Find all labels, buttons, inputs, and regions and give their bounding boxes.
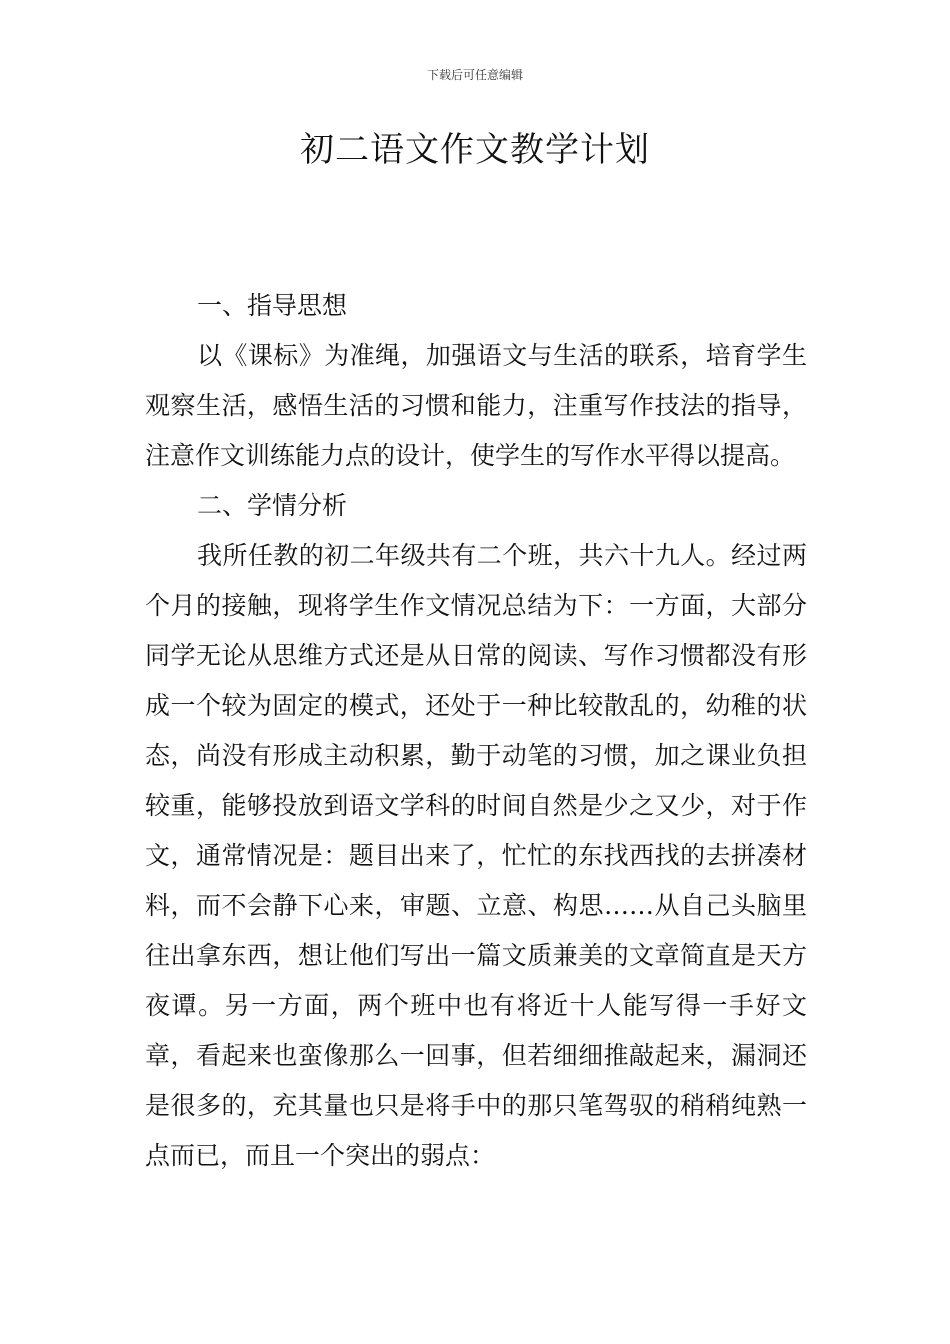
section-heading-guiding-ideology: 一、指导思想 [197,291,348,320]
document-title: 初二语文作文教学计划 [300,130,650,170]
section-heading-student-analysis: 二、学情分析 [197,491,348,520]
section-paragraph-guiding-ideology: 以《课标》为准绳，加强语文与生活的联系，培育学生观察生活，感悟生活的习惯和能力，注重写作技法的指导，注意作文训练能力点的设计，使学生的写作水平得以提高。 [145,341,807,470]
section-paragraph-student-analysis: 我所任教的初二年级共有二个班，共六十九人。经过两个月的接触，现将学生作文情况总结为下：一方面，大部分同学无论从思维方式还是从日常的阅读、写作习惯都没有形成一个较为固定的模式，还处于一种比较散乱的，幼稚的状态，尚没有形成主动积累，勤于动笔的习惯，加之课业负担较重，能够投放到语文学科的时间自然是少之又少，对于作文，通常情况是：题目出来了，忙忙的东找西找的去拼凑材料，而不会静下心来，审题、立意、构思……从自己头脑里往出拿东西，想让他们写出一篇文质兼美的文章简直是天方夜谭。另一方面，两个班中也有将近十人能写得一手好文章，看起来也蛮像那么一回事，但若细细推敲起来，漏洞还是很多的，充其量也只是将手中的那只笔驾驭的稍稍纯熟一点而已，而且一个突出的弱点： [145,541,807,1170]
header-note: 下载后可任意编辑 [426,68,523,82]
document-body [145,281,807,1181]
